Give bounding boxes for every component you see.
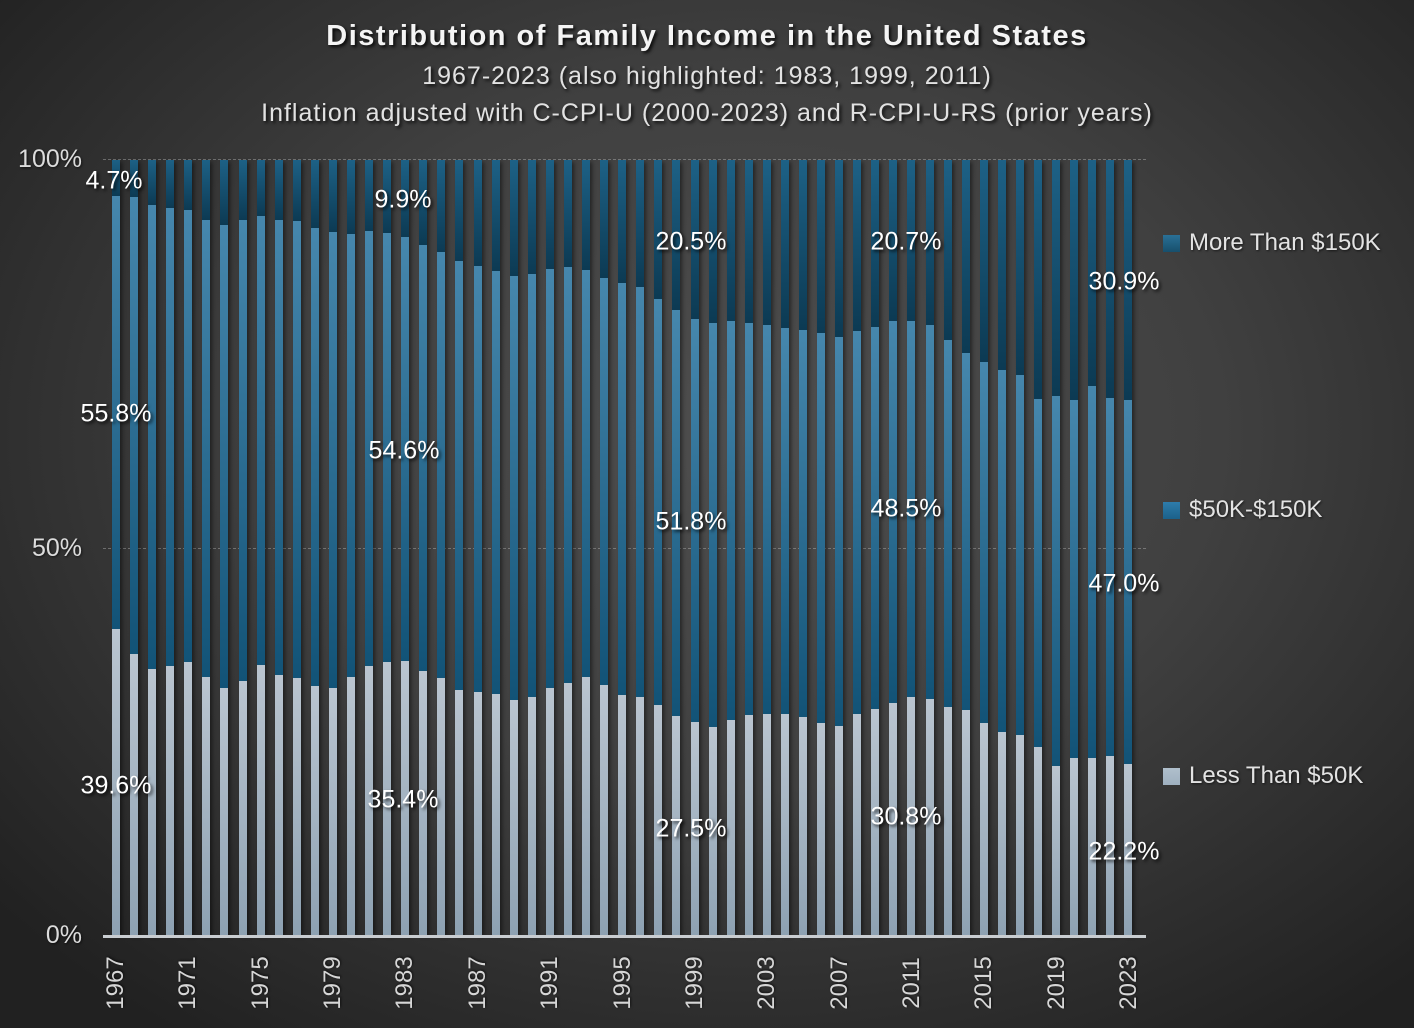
bar-segment-less-than-50k — [636, 697, 644, 936]
bar-segment-more-than-150k — [311, 160, 319, 228]
bar-1973 — [220, 160, 228, 936]
bar-segment-50k-150k — [220, 225, 228, 687]
bar-segment-more-than-150k — [365, 160, 373, 231]
bar-segment-more-than-150k — [1016, 160, 1024, 375]
bar-segment-50k-150k — [853, 331, 861, 714]
value-label-1983-less-than-50k: 35.4% — [367, 785, 439, 814]
legend-item-50k-150k — [1163, 496, 1322, 524]
bar-segment-less-than-50k — [853, 714, 861, 936]
bar-2004 — [781, 160, 789, 936]
bar-segment-less-than-50k — [148, 669, 156, 936]
bar-segment-less-than-50k — [492, 694, 500, 936]
bar-segment-50k-150k — [998, 370, 1006, 732]
bar-2001 — [727, 160, 735, 936]
bar-segment-more-than-150k — [293, 160, 301, 221]
bar-1985 — [437, 160, 445, 936]
value-label-1999-more-than-150k: 20.5% — [655, 227, 727, 256]
bar-segment-more-than-150k — [618, 160, 626, 283]
bar-2014 — [962, 160, 970, 936]
bar-1977 — [293, 160, 301, 936]
bar-segment-50k-150k — [202, 220, 210, 677]
bar-1980 — [347, 160, 355, 936]
bar-segment-less-than-50k — [763, 714, 771, 936]
bar-1993 — [582, 160, 590, 936]
bar-1967 — [112, 160, 120, 936]
bar-1969 — [148, 160, 156, 936]
bar-segment-50k-150k — [257, 216, 265, 665]
bar-1984 — [419, 160, 427, 936]
bar-segment-50k-150k — [510, 276, 518, 700]
bar-segment-less-than-50k — [564, 683, 572, 936]
x-tick-1983: 1983 — [391, 956, 419, 1010]
bar-segment-50k-150k — [474, 266, 482, 691]
bar-segment-less-than-50k — [546, 688, 554, 936]
bar-1970 — [166, 160, 174, 936]
bar-segment-less-than-50k — [618, 695, 626, 936]
bar-segment-50k-150k — [962, 353, 970, 710]
bar-1968 — [130, 160, 138, 936]
bar-segment-50k-150k — [148, 205, 156, 669]
bar-segment-50k-150k — [582, 270, 590, 677]
bar-1972 — [202, 160, 210, 936]
x-tick-1999: 1999 — [680, 956, 708, 1010]
bar-segment-less-than-50k — [510, 700, 518, 936]
bar-segment-less-than-50k — [799, 717, 807, 936]
x-tick-1991: 1991 — [536, 956, 564, 1010]
bar-segment-more-than-150k — [853, 160, 861, 331]
bar-segment-more-than-150k — [962, 160, 970, 353]
bar-segment-more-than-150k — [474, 160, 482, 266]
bar-segment-50k-150k — [636, 287, 644, 697]
bar-segment-less-than-50k — [347, 677, 355, 936]
bar-segment-50k-150k — [1070, 400, 1078, 758]
bar-1996 — [636, 160, 644, 936]
bar-segment-more-than-150k — [944, 160, 952, 340]
bar-segment-50k-150k — [817, 333, 825, 723]
bar-segment-less-than-50k — [329, 688, 337, 936]
x-tick-1975: 1975 — [246, 956, 274, 1010]
x-tick-1995: 1995 — [608, 956, 636, 1010]
bar-segment-less-than-50k — [781, 714, 789, 936]
x-tick-1971: 1971 — [174, 956, 202, 1010]
bar-segment-less-than-50k — [474, 692, 482, 936]
bar-segment-50k-150k — [311, 228, 319, 687]
bar-segment-more-than-150k — [582, 160, 590, 270]
legend-label-more-than-150k: More Than $150K — [1189, 229, 1381, 256]
bar-2019 — [1052, 160, 1060, 936]
bar-segment-more-than-150k — [546, 160, 554, 269]
bar-2015 — [980, 160, 988, 936]
bar-segment-50k-150k — [166, 208, 174, 666]
bar-segment-50k-150k — [944, 340, 952, 707]
bar-segment-less-than-50k — [600, 685, 608, 936]
bar-segment-less-than-50k — [980, 723, 988, 936]
x-tick-1967: 1967 — [102, 956, 129, 1010]
bar-1990 — [528, 160, 536, 936]
x-tick-2011: 2011 — [897, 957, 925, 1009]
bar-segment-more-than-150k — [455, 160, 463, 261]
bar-2008 — [853, 160, 861, 936]
bar-2003 — [763, 160, 771, 936]
bar-segment-more-than-150k — [239, 160, 247, 220]
bar-segment-less-than-50k — [944, 707, 952, 936]
bar-segment-more-than-150k — [166, 160, 174, 208]
bar-segment-more-than-150k — [275, 160, 283, 220]
bar-1979 — [329, 160, 337, 936]
y-axis-label-0: 0% — [45, 921, 82, 949]
legend-item-less-than-50k — [1163, 762, 1363, 790]
y-axis-label-100: 100% — [18, 145, 82, 173]
bar-segment-more-than-150k — [329, 160, 337, 232]
legend-item-more-than-150k — [1163, 229, 1381, 257]
bar-1987 — [474, 160, 482, 936]
legend-swatch-more-than-150k — [1163, 235, 1180, 252]
bar-1986 — [455, 160, 463, 936]
bar-segment-less-than-50k — [220, 688, 228, 936]
bar-segment-more-than-150k — [437, 160, 445, 252]
y-axis-label-50: 50% — [31, 534, 82, 562]
value-label-1999-50k-150k: 51.8% — [655, 507, 727, 536]
bar-segment-50k-150k — [727, 321, 735, 721]
bar-segment-50k-150k — [781, 328, 789, 714]
bar-segment-more-than-150k — [257, 160, 265, 216]
bar-segment-50k-150k — [1034, 399, 1042, 747]
bar-segment-more-than-150k — [220, 160, 228, 225]
bar-segment-less-than-50k — [202, 677, 210, 936]
bar-segment-50k-150k — [184, 210, 192, 662]
bar-1988 — [492, 160, 500, 936]
x-axis-line — [103, 935, 1146, 938]
bar-segment-less-than-50k — [184, 662, 192, 936]
bar-segment-less-than-50k — [727, 720, 735, 936]
bar-segment-50k-150k — [546, 269, 554, 688]
bar-1983 — [401, 160, 409, 936]
bar-segment-50k-150k — [347, 234, 355, 677]
bar-segment-more-than-150k — [763, 160, 771, 325]
bar-segment-50k-150k — [528, 274, 536, 697]
value-label-1967-less-than-50k: 39.6% — [80, 771, 152, 800]
bar-segment-50k-150k — [239, 220, 247, 682]
bar-segment-more-than-150k — [492, 160, 500, 271]
bar-segment-50k-150k — [835, 337, 843, 726]
bar-segment-50k-150k — [799, 330, 807, 717]
value-label-2011-less-than-50k: 30.8% — [870, 802, 942, 831]
bar-segment-50k-150k — [329, 232, 337, 688]
bar-segment-50k-150k — [275, 220, 283, 676]
bar-segment-50k-150k — [1016, 375, 1024, 735]
bar-segment-50k-150k — [293, 221, 301, 679]
bar-segment-50k-150k — [1052, 396, 1060, 766]
chart-title: Distribution of Family Income in the United States — [326, 20, 1088, 52]
bar-segment-less-than-50k — [437, 678, 445, 936]
bar-segment-more-than-150k — [817, 160, 825, 333]
x-tick-2007: 2007 — [825, 956, 853, 1010]
bar-1991 — [546, 160, 554, 936]
bar-segment-more-than-150k — [1052, 160, 1060, 396]
bar-segment-50k-150k — [564, 267, 572, 683]
bar-segment-50k-150k — [745, 323, 753, 715]
bar-1975 — [257, 160, 265, 936]
bar-segment-less-than-50k — [998, 732, 1006, 936]
bar-2013 — [944, 160, 952, 936]
x-tick-2015: 2015 — [970, 956, 998, 1010]
bar-segment-less-than-50k — [293, 678, 301, 936]
bar-2018 — [1034, 160, 1042, 936]
bar-segment-more-than-150k — [745, 160, 753, 323]
bar-1976 — [275, 160, 283, 936]
bar-segment-less-than-50k — [745, 715, 753, 936]
bar-segment-more-than-150k — [1070, 160, 1078, 400]
legend-swatch-less-than-50k — [1163, 768, 1180, 785]
bar-segment-less-than-50k — [1052, 766, 1060, 936]
bar-segment-less-than-50k — [817, 723, 825, 936]
bar-segment-more-than-150k — [564, 160, 572, 267]
bar-segment-less-than-50k — [311, 686, 319, 936]
bar-segment-less-than-50k — [1034, 747, 1042, 936]
bar-2005 — [799, 160, 807, 936]
value-label-2023-less-than-50k: 22.2% — [1088, 837, 1160, 866]
bar-segment-more-than-150k — [727, 160, 735, 321]
bar-segment-more-than-150k — [510, 160, 518, 276]
bar-segment-more-than-150k — [347, 160, 355, 234]
bar-segment-50k-150k — [492, 271, 500, 694]
bar-2017 — [1016, 160, 1024, 936]
bar-segment-50k-150k — [980, 362, 988, 723]
value-label-1983-more-than-150k: 9.9% — [374, 185, 432, 214]
bar-1995 — [618, 160, 626, 936]
bar-1989 — [510, 160, 518, 936]
bar-1978 — [311, 160, 319, 936]
bar-segment-more-than-150k — [202, 160, 210, 220]
x-tick-2019: 2019 — [1042, 956, 1070, 1010]
bar-segment-more-than-150k — [998, 160, 1006, 370]
bar-1994 — [600, 160, 608, 936]
bar-segment-less-than-50k — [166, 666, 174, 936]
value-label-2023-50k-150k: 47.0% — [1088, 569, 1160, 598]
bar-segment-more-than-150k — [148, 160, 156, 205]
value-label-1983-50k-150k: 54.6% — [368, 436, 440, 465]
bar-segment-more-than-150k — [799, 160, 807, 330]
bar-2007 — [835, 160, 843, 936]
bar-segment-more-than-150k — [600, 160, 608, 278]
value-label-2011-50k-150k: 48.5% — [870, 494, 942, 523]
bar-2006 — [817, 160, 825, 936]
value-label-1967-50k-150k: 55.8% — [80, 399, 152, 428]
bar-segment-less-than-50k — [275, 675, 283, 936]
bar-segment-more-than-150k — [1034, 160, 1042, 399]
bar-segment-less-than-50k — [1016, 735, 1024, 936]
bar-segment-less-than-50k — [455, 690, 463, 936]
legend-label-less-than-50k: Less Than $50K — [1189, 762, 1364, 789]
bar-segment-less-than-50k — [582, 677, 590, 936]
bar-segment-50k-150k — [763, 325, 771, 714]
bar-segment-50k-150k — [600, 278, 608, 685]
bar-1992 — [564, 160, 572, 936]
bar-2020 — [1070, 160, 1078, 936]
bar-segment-less-than-50k — [835, 726, 843, 936]
value-label-1999-less-than-50k: 27.5% — [655, 814, 727, 843]
bar-segment-more-than-150k — [835, 160, 843, 337]
bar-segment-less-than-50k — [239, 681, 247, 936]
bar-segment-less-than-50k — [962, 710, 970, 936]
bar-segment-more-than-150k — [184, 160, 192, 210]
bar-1982 — [383, 160, 391, 936]
x-tick-2023: 2023 — [1115, 956, 1142, 1010]
bar-segment-more-than-150k — [781, 160, 789, 328]
bar-segment-50k-150k — [455, 261, 463, 690]
legend-label-50k-150k: $50K-$150K — [1189, 496, 1323, 523]
bar-segment-50k-150k — [654, 299, 662, 705]
legend-swatch-50k-150k — [1163, 502, 1180, 519]
bar-1974 — [239, 160, 247, 936]
x-tick-1987: 1987 — [463, 956, 491, 1010]
bar-segment-less-than-50k — [528, 697, 536, 936]
bar-segment-more-than-150k — [636, 160, 644, 287]
x-tick-2003: 2003 — [753, 956, 781, 1010]
bar-segment-less-than-50k — [257, 665, 265, 936]
chart-subtitle-range: 1967-2023 (also highlighted: 1983, 1999, 2011) — [422, 62, 992, 90]
bar-1981 — [365, 160, 373, 936]
bar-segment-less-than-50k — [1070, 758, 1078, 936]
bar-segment-50k-150k — [618, 283, 626, 694]
bar-segment-more-than-150k — [980, 160, 988, 362]
bar-1971 — [184, 160, 192, 936]
x-tick-1979: 1979 — [319, 956, 347, 1010]
chart-subtitle-method: Inflation adjusted with C-CPI-U (2000-2023) and R-CPI-U-RS (prior years) — [261, 99, 1153, 127]
value-label-2023-more-than-150k: 30.9% — [1088, 267, 1160, 296]
bar-2002 — [745, 160, 753, 936]
bar-segment-more-than-150k — [528, 160, 536, 274]
value-label-2011-more-than-150k: 20.7% — [870, 227, 942, 256]
value-label-1967-more-than-150k: 4.7% — [85, 166, 143, 195]
bar-2016 — [998, 160, 1006, 936]
plot-area — [112, 160, 1133, 936]
